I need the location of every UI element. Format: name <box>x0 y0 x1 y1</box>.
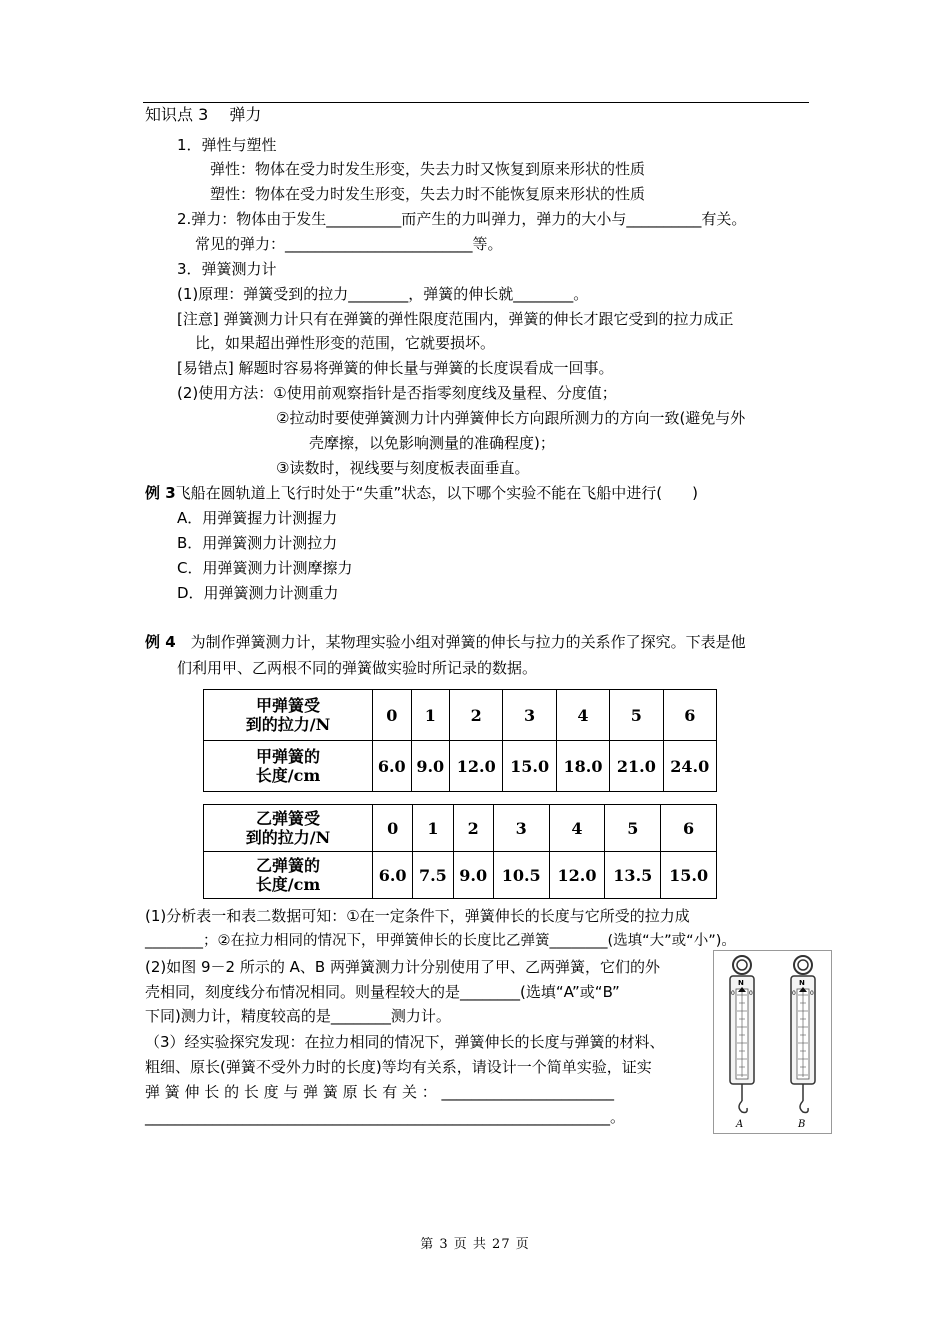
spring-scale-b <box>791 956 815 1130</box>
table-cell: 0 <box>373 690 412 741</box>
example4-intro-line1 <box>145 630 746 654</box>
question3-line3: 弹 簧 伸 长 的 长 度 与 弹 簧 原 长 有 关 ： _______________________ <box>145 1083 615 1101</box>
table-cell: 0 <box>373 805 413 852</box>
spring-scale-mistake: [易错点] 解题时容易将弹簧的伸长量与弹簧的长度误看成一回事。 <box>177 359 614 377</box>
table-cell: 9.0 <box>411 741 450 792</box>
spring-scale-usage-line4: ③读数时，视线要与刻度板表面垂直。 <box>276 459 530 477</box>
table-cell: 6.0 <box>373 852 413 899</box>
example3-option-b: B．用弹簧测力计测拉力 <box>177 534 338 552</box>
question2-line1: (2)如图 9－2 所示的 A、B 两弹簧测力计分别使用了甲、乙两弹簧，它们的外 <box>145 958 660 976</box>
table-cell: 15.0 <box>661 852 717 899</box>
example3-option-a: A．用弹簧握力计测握力 <box>177 509 338 527</box>
question1-line2: ________；②在拉力相同的情况下，甲弹簧伸长的长度比乙弹簧________(选填“大”或“小”)。 <box>145 933 736 949</box>
example3-label: 例 3 <box>145 484 176 502</box>
table-cell: 3 <box>503 690 556 741</box>
table-cell: 7.5 <box>413 852 453 899</box>
spring-scale-note-line1: [注意] 弹簧测力计只有在弹簧的弹性限度范围内，弹簧的伸长才跟它受到的拉力成正 <box>177 310 734 328</box>
scale-a-zero-right: 0 <box>749 990 753 997</box>
table-cell: 6.0 <box>373 741 412 792</box>
table-row <box>204 805 717 852</box>
table-cell: 6 <box>661 805 717 852</box>
table-cell: 6 <box>663 690 716 741</box>
table-row <box>204 852 717 899</box>
scale-a-unit-label: N <box>738 979 744 987</box>
scale-b-zero-left: 0 <box>792 990 796 997</box>
scale-b-label: B <box>798 1119 806 1130</box>
table-cell: 1 <box>411 690 450 741</box>
example3-text: 飞船在圆轨道上飞行时处于“失重”状态，以下哪个实验不能在飞船中进行( ) <box>175 484 698 502</box>
question1-line1: (1)分析表一和表二数据可知：①在一定条件下，弹簧伸长的长度与它所受的拉力成 <box>145 907 690 925</box>
table-cell: 18.0 <box>556 741 609 792</box>
table-cell: 2 <box>453 805 493 852</box>
table-cell: 2 <box>450 690 503 741</box>
question3-line4: ______________________________________________________________。 <box>145 1108 626 1126</box>
spring-scale-usage-line3: 壳摩擦，以免影响测量的准确程度)； <box>309 434 555 452</box>
table-cell: 5 <box>605 805 661 852</box>
scale-a-label: A <box>736 1119 744 1130</box>
table-cell: 12.0 <box>450 741 503 792</box>
common-elastic-forces-line: 常见的弹力：_________________________等。 <box>195 235 503 253</box>
page-footer: 第 3 页 共 27 页 <box>420 1237 530 1252</box>
table-cell: 13.5 <box>605 852 661 899</box>
elasticity-definition: 弹性：物体在受力时发生形变，失去力时又恢复到原来形状的性质 <box>210 160 646 178</box>
table-cell: 4 <box>556 690 609 741</box>
table-cell: 9.0 <box>453 852 493 899</box>
spring-jia-table <box>203 689 717 792</box>
plasticity-definition: 塑性：物体在受力时发生形变，失去力时不能恢复原来形状的性质 <box>210 185 646 203</box>
table-cell: 21.0 <box>610 741 663 792</box>
example4-intro-text: 为制作弹簧测力计，某物理实验小组对弹簧的伸长与拉力的关系作了探究。下表是他 <box>175 633 746 651</box>
scale-b-unit-label: N <box>799 979 805 987</box>
table-cell: 15.0 <box>503 741 556 792</box>
question3-line1: （3）经实验探究发现：在拉力相同的情况下，弹簧伸长的长度与弹簧的材料、 <box>145 1033 665 1051</box>
example3-option-d: D．用弹簧测力计测重力 <box>177 584 339 602</box>
spring-scale-a <box>730 956 754 1130</box>
section-heading: 知识点 3 弹力 <box>145 105 262 124</box>
spring-yi-table <box>203 804 717 899</box>
table-header-cell: 甲弹簧受 到的拉力/N <box>204 690 373 741</box>
example4-intro-line2: 们利用甲、乙两根不同的弹簧做实验时所记录的数据。 <box>177 659 538 677</box>
table-row <box>204 690 717 741</box>
table-cell: 5 <box>610 690 663 741</box>
spring-scale-usage-line2: ②拉动时要使弹簧测力计内弹簧伸长方向跟所测力的方向一致(避免与外 <box>276 409 746 427</box>
example3-question <box>145 481 698 505</box>
table-cell: 12.0 <box>549 852 605 899</box>
table-header-cell: 乙弹簧的 长度/cm <box>204 852 373 899</box>
table-row <box>204 741 717 792</box>
question2-line2: 壳相同，刻度线分布情况相同。则量程较大的是________(选填“A”或“B” <box>145 983 620 1001</box>
table-cell: 1 <box>413 805 453 852</box>
elasticity-title: 1．弹性与塑性 <box>177 136 277 154</box>
spring-scale-principle: (1)原理：弹簧受到的拉力________，弹簧的伸长就________。 <box>177 285 589 303</box>
elastic-force-line: 2.弹力：物体由于发生__________而产生的力叫弹力，弹力的大小与__________有关。 <box>177 210 747 228</box>
example4-label: 例 4 <box>145 633 176 651</box>
spring-scales-figure <box>713 950 832 1134</box>
question2-line3: 下同)测力计，精度较高的是________测力计。 <box>145 1007 451 1025</box>
spring-scale-title: 3．弹簧测力计 <box>177 260 277 278</box>
table-header-cell: 乙弹簧受 到的拉力/N <box>204 805 373 852</box>
table-cell: 10.5 <box>493 852 549 899</box>
table-header-cell: 甲弹簧的 长度/cm <box>204 741 373 792</box>
spring-scale-note-line2: 比，如果超出弹性形变的范围，它就要损坏。 <box>195 334 496 352</box>
spring-scale-usage-line1: (2)使用方法：①使用前观察指针是否指零刻度线及量程、分度值； <box>177 384 617 402</box>
table-cell: 24.0 <box>663 741 716 792</box>
question3-line2: 粗细、原长(弹簧不受外力时的长度)等均有关系，请设计一个简单实验，证实 <box>145 1058 652 1076</box>
scale-a-zero-left: 0 <box>731 990 735 997</box>
table-cell: 3 <box>493 805 549 852</box>
table-cell: 4 <box>549 805 605 852</box>
example3-option-c: C．用弹簧测力计测摩擦力 <box>177 559 353 577</box>
scale-b-zero-right: 0 <box>810 990 814 997</box>
spring-scales-drawing <box>714 951 831 1133</box>
